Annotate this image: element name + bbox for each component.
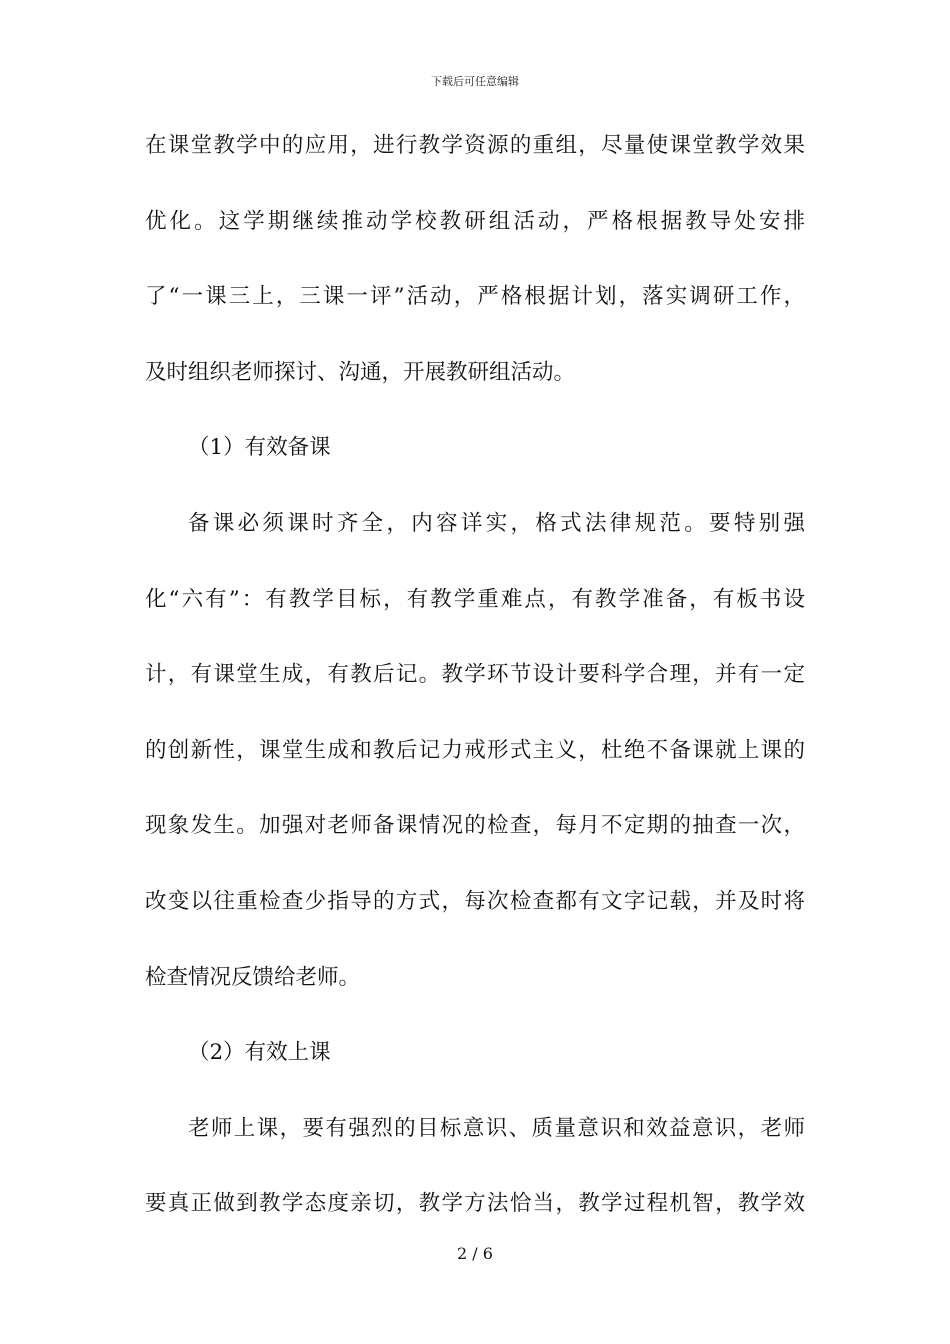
body-line: 及时组织老师探讨、沟通，开展教研组活动。 — [145, 359, 576, 385]
page-header-note: 下载后可任意编辑 — [431, 75, 519, 88]
body-line: 老师上课，要有强烈的目标意识、质量意识和效益意识，老师 — [188, 1115, 805, 1141]
section-heading-effective-teaching: （2）有效上课 — [188, 1040, 331, 1066]
body-line: 化“六有”：有教学目标，有教学重难点，有教学准备，有板书设 — [145, 586, 805, 612]
document-body — [145, 124, 805, 1258]
body-line: 改变以往重检查少指导的方式，每次检查都有文字记载，并及时将 — [145, 888, 805, 914]
body-line: 现象发生。加强对老师备课情况的检查，每月不定期的抽查一次， — [145, 813, 805, 839]
page-number: 2 / 6 — [457, 1244, 493, 1263]
body-line: 了“一课三上，三课一评”活动，严格根据计划，落实调研工作， — [145, 284, 805, 310]
body-line: 在课堂教学中的应用，进行教学资源的重组，尽量使课堂教学效果 — [145, 133, 805, 158]
body-line: 的创新性，课堂生成和教后记力戒形式主义，杜绝不备课就上课的 — [145, 737, 805, 763]
body-line: 备课必须课时齐全，内容详实，格式法律规范。要特别强 — [188, 510, 805, 536]
body-line: 计，有课堂生成，有教后记。教学环节设计要科学合理，并有一定 — [145, 662, 805, 688]
body-line: 要真正做到教学态度亲切，教学方法恰当，教学过程机智，教学效 — [145, 1191, 805, 1217]
body-line: 检查情况反馈给老师。 — [145, 964, 361, 990]
section-heading-effective-lesson-prep: （1）有效备课 — [188, 435, 331, 461]
body-line: 优化。这学期继续推动学校教研组活动，严格根据教导处安排 — [145, 208, 805, 234]
